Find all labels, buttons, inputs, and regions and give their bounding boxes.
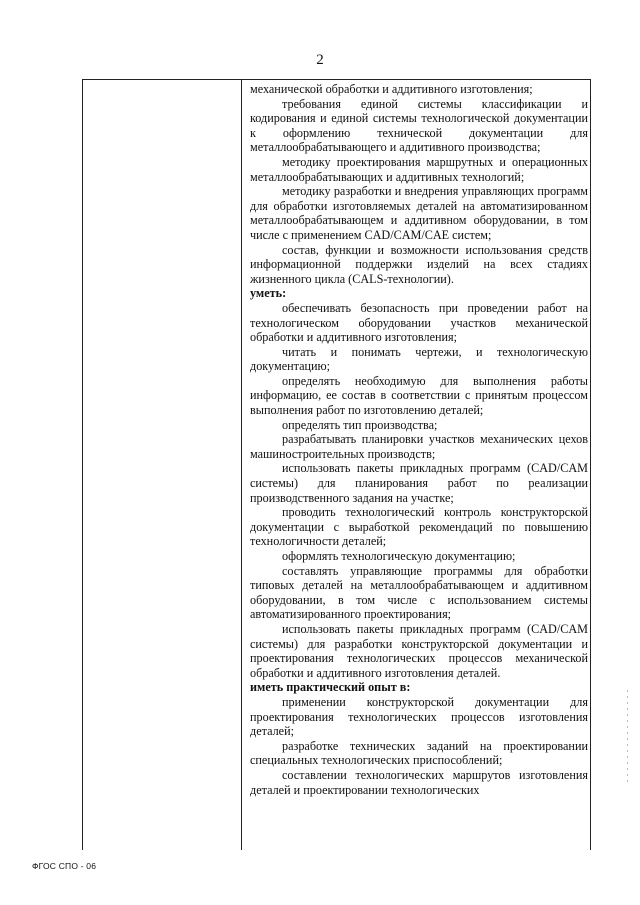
requirement-paragraph: разработке технических заданий на проектировании специальных технологических приспособлений; xyxy=(250,738,588,768)
requirements-table xyxy=(82,79,591,850)
requirement-paragraph: разрабатывать планировки участков механических цехов машиностроительных производств; xyxy=(250,432,588,461)
table-left-column xyxy=(83,80,242,850)
requirement-paragraph: требования единой системы классификации и кодирования и единой системы технологической документации к оформлению технической документации для металлообрабатывающего и аддитивного производства; xyxy=(250,96,588,155)
requirement-paragraph: механической обработки и аддитивного изготовления; xyxy=(250,82,533,96)
section-heading: уметь: xyxy=(250,286,287,301)
requirement-paragraph: использовать пакеты прикладных программ (CAD/CAM системы) для разработки конструкторской документации и проектирования технологических процессов механической обработки и аддитивного изготовления деталей. xyxy=(250,621,588,680)
section-heading: иметь практический опыт в: xyxy=(250,680,411,695)
requirement-paragraph: обеспечивать безопасность при проведении работ на технологическом оборудовании участков механической обработки и аддитивного изготовления; xyxy=(250,300,588,345)
requirement-paragraph: состав, функции и возможности использования средств информационной поддержки изделий на всех стадиях жизненного цикла (CALS-технологии). xyxy=(250,242,588,286)
requirement-paragraph: использовать пакеты прикладных программ (CAD/CAM системы) для планирования работ по реализации производственного задания на участке; xyxy=(250,461,588,505)
requirement-paragraph: составлении технологических маршрутов изготовления деталей и проектировании технологических xyxy=(250,767,588,797)
requirement-paragraph: проводить технологический контроль конструкторской документации с выработкой рекомендаций по повышению технологичности деталей; xyxy=(250,505,588,549)
footer-code: ФГОС СПО - 06 xyxy=(32,861,97,871)
requirement-paragraph: применении конструкторской документации для проектирования технологических процессов изготовления деталей; xyxy=(250,694,588,739)
requirement-paragraph: определять тип производства; xyxy=(282,417,438,432)
requirement-paragraph: методику проектирования маршрутных и операционных металлообрабатывающих и аддитивных технологий; xyxy=(250,154,588,184)
requirement-paragraph: определять необходимую для выполнения работы информацию, ее состав в соответствии с принятым процессом выполнения работ по изготовлению деталей; xyxy=(250,373,588,418)
requirement-paragraph: методику разработки и внедрения управляющих программ для обработки изготовляемых деталей на автоматизированном металлообрабатывающем и аддитивном оборудовании, в том числе с применением CAD/CAM/CAE систем; xyxy=(250,184,588,242)
requirement-paragraph: читать и понимать чертежи, и технологическую документацию; xyxy=(250,344,588,374)
page-number: 2 xyxy=(316,52,324,68)
requirement-paragraph: составлять управляющие программы для обработки типовых деталей на металлообрабатывающем и аддитивном оборудовании, в том числе с использованием системы автоматизированного проектирования; xyxy=(250,563,588,622)
scan-artifact xyxy=(627,690,628,785)
requirement-paragraph: оформлять технологическую документацию; xyxy=(282,549,516,563)
table-right-column xyxy=(242,82,591,797)
